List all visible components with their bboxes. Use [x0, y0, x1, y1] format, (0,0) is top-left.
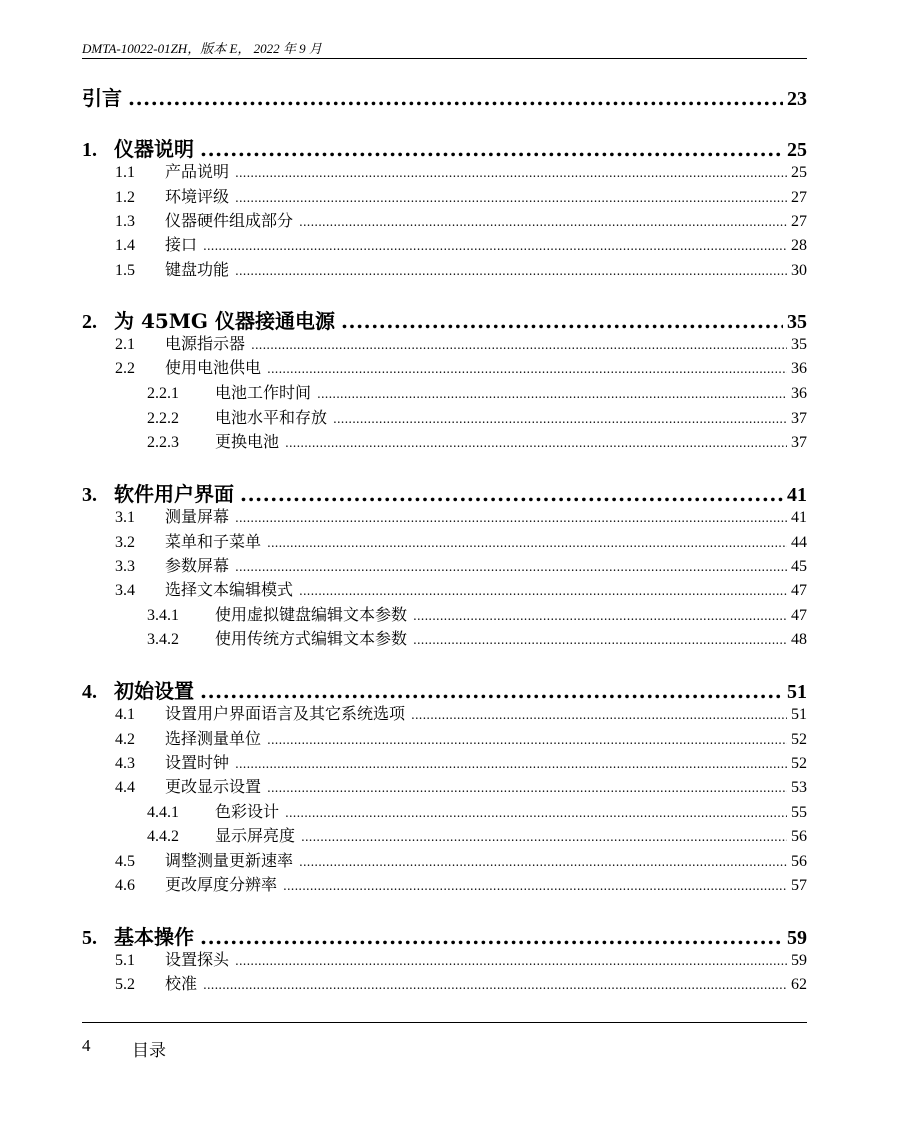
- toc-entry-number: 4.2: [115, 731, 135, 748]
- toc-entry-title: 测量屏幕: [165, 507, 230, 526]
- dot-leader: [413, 605, 787, 624]
- dot-leader: [203, 235, 787, 254]
- toc-entry[interactable]: [82, 184, 807, 207]
- toc-entry-page: 25: [787, 139, 807, 161]
- toc-entry-title: 调整测量更新速率: [165, 851, 294, 870]
- dot-leader: [285, 802, 787, 821]
- toc-entry-page: 52: [791, 755, 807, 772]
- toc-entry[interactable]: [82, 257, 807, 280]
- toc-entry[interactable]: [82, 504, 807, 527]
- toc-entry-title: 引言: [82, 86, 122, 110]
- toc-entry[interactable]: [82, 380, 807, 403]
- toc-entry-title: 为 45MG 仪器接通电源: [114, 309, 335, 333]
- toc-entry-number: 1.: [82, 139, 97, 161]
- toc-entry-number: 4.3: [115, 755, 135, 772]
- toc-entry-title: 更改显示设置: [165, 777, 262, 796]
- dot-leader: [411, 704, 787, 723]
- toc-entry-page: 48: [791, 631, 807, 648]
- toc-entry-number: 5.2: [115, 976, 135, 993]
- toc-entry-page: 41: [787, 484, 807, 506]
- toc-entry-number: 3.: [82, 484, 97, 506]
- toc-entry-number: 4.4: [115, 779, 135, 796]
- toc-entry-title: 更改厚度分辨率: [165, 875, 278, 894]
- dot-leader: [235, 187, 787, 206]
- toc-entry[interactable]: [82, 675, 807, 704]
- toc-entry[interactable]: [82, 823, 807, 846]
- toc-entry-title: 选择文本编辑模式: [165, 580, 294, 599]
- toc-entry[interactable]: [82, 848, 807, 871]
- toc-entry[interactable]: [82, 232, 807, 255]
- toc-entry-title: 键盘功能: [165, 260, 230, 279]
- toc-entry-page: 53: [791, 779, 807, 796]
- dot-leader: [251, 334, 787, 353]
- toc-entry-title: 基本操作: [114, 925, 194, 949]
- toc-entry-page: 56: [791, 828, 807, 845]
- dot-leader: [235, 162, 787, 181]
- toc-entry-title: 设置探头: [165, 950, 230, 969]
- toc-entry-page: 59: [787, 927, 807, 949]
- toc-entry[interactable]: [82, 478, 807, 507]
- toc-entry[interactable]: [82, 799, 807, 822]
- toc-entry-number: 1.3: [115, 213, 135, 230]
- toc-entry[interactable]: [82, 726, 807, 749]
- toc-entry-title: 显示屏亮度: [215, 826, 296, 845]
- toc-entry-number: 3.1: [115, 509, 135, 526]
- toc-entry-number: 1.2: [115, 189, 135, 206]
- toc-entry-title: 使用虚拟键盘编辑文本参数: [215, 605, 408, 624]
- toc-entry-number: 2.2: [115, 360, 135, 377]
- toc-entry-number: 3.4: [115, 582, 135, 599]
- toc-entry-number: 4.4.2: [147, 828, 179, 845]
- dot-leader: [317, 383, 787, 402]
- toc-entry-number: 5.1: [115, 952, 135, 969]
- toc-entry[interactable]: [82, 305, 807, 334]
- toc-entry-number: 2.2.1: [147, 385, 179, 402]
- toc-entry-title: 电池水平和存放: [215, 408, 328, 427]
- toc-entry-page: 27: [791, 189, 807, 206]
- toc-entry-title: 使用电池供电: [165, 358, 262, 377]
- toc-entry-title: 仪器硬件组成部分: [165, 211, 294, 230]
- dot-leader: [301, 826, 787, 845]
- dot-leader: [267, 532, 787, 551]
- footer-page-number: 4: [82, 1036, 91, 1055]
- toc-entry-page: 27: [791, 213, 807, 230]
- toc-entry-title: 电源指示器: [165, 334, 246, 353]
- toc-entry[interactable]: [82, 971, 807, 994]
- toc-entry-number: 4.4.1: [147, 804, 179, 821]
- toc-entry[interactable]: [82, 774, 807, 797]
- toc-entry[interactable]: [82, 553, 807, 576]
- dot-leader: [235, 950, 787, 969]
- toc-entry-page: 51: [791, 706, 807, 723]
- toc-entry-page: 37: [791, 410, 807, 427]
- toc-entry-number: 4.: [82, 681, 97, 703]
- toc-entry-page: 47: [791, 582, 807, 599]
- dot-leader: [283, 875, 787, 894]
- toc-entry-title: 菜单和子菜单: [165, 532, 262, 551]
- footer-section-title: 目录: [132, 1041, 166, 1061]
- toc-entry-page: 47: [791, 607, 807, 624]
- toc-entry-page: 23: [787, 88, 807, 110]
- toc-entry[interactable]: [82, 947, 807, 970]
- toc-entry[interactable]: [82, 133, 807, 162]
- toc-entry-number: 2.2.3: [147, 434, 179, 451]
- dot-leader: [285, 432, 787, 451]
- toc-entry[interactable]: [82, 577, 807, 600]
- dot-leader: [341, 309, 783, 333]
- toc-entry-number: 3.4.1: [147, 607, 179, 624]
- toc-entry-title: 产品说明: [165, 162, 230, 181]
- dot-leader: [240, 482, 783, 506]
- toc-entry[interactable]: [82, 626, 807, 649]
- toc-entry-page: 56: [791, 853, 807, 870]
- dot-leader: [267, 729, 787, 748]
- dot-leader: [200, 137, 783, 161]
- toc-entry-page: 57: [791, 877, 807, 894]
- toc-entry-number: 1.5: [115, 262, 135, 279]
- toc-entry-title: 使用传统方式编辑文本参数: [215, 629, 408, 648]
- toc-entry-page: 25: [791, 164, 807, 181]
- toc-entry-number: 3.2: [115, 534, 135, 551]
- dot-leader: [235, 260, 787, 279]
- dot-leader: [128, 86, 783, 110]
- toc-entry[interactable]: [82, 602, 807, 625]
- dot-leader: [299, 580, 787, 599]
- toc-entry-page: 52: [791, 731, 807, 748]
- dot-leader: [299, 851, 787, 870]
- toc-entry-number: 3.4.2: [147, 631, 179, 648]
- dot-leader: [267, 358, 787, 377]
- toc-entry-number: 2.: [82, 311, 97, 333]
- toc-entry[interactable]: [82, 750, 807, 773]
- toc-entry-number: 2.1: [115, 336, 135, 353]
- toc-entry-page: 59: [791, 952, 807, 969]
- toc-entry[interactable]: [82, 921, 807, 950]
- toc-entry[interactable]: [82, 159, 807, 182]
- toc-entry-number: 4.1: [115, 706, 135, 723]
- toc-entry-page: 44: [791, 534, 807, 551]
- toc-entry[interactable]: [82, 331, 807, 354]
- running-header: DMTA-10022-01ZH，版本 E， 2022 年 9 月: [82, 41, 322, 56]
- dot-leader: [413, 629, 787, 648]
- toc-entry-page: 41: [791, 509, 807, 526]
- toc-entry[interactable]: [82, 701, 807, 724]
- dot-leader: [333, 408, 787, 427]
- toc-entry-title: 色彩设计: [215, 802, 280, 821]
- toc-entry-number: 1.1: [115, 164, 135, 181]
- toc-entry-title: 环境评级: [165, 187, 230, 206]
- toc-entry-page: 36: [791, 385, 807, 402]
- toc-entry-page: 35: [787, 311, 807, 333]
- toc-entry[interactable]: [82, 872, 807, 895]
- toc-entry-number: 4.5: [115, 853, 135, 870]
- toc-entry[interactable]: [82, 208, 807, 231]
- toc-entry-title: 选择测量单位: [165, 729, 262, 748]
- toc-entry-number: 1.4: [115, 237, 135, 254]
- toc-entry[interactable]: [82, 429, 807, 452]
- dot-leader: [235, 507, 787, 526]
- dot-leader: [299, 211, 787, 230]
- toc-entry[interactable]: [82, 529, 807, 552]
- table-of-contents: [82, 0, 807, 1122]
- dot-leader: [203, 974, 787, 993]
- toc-entry[interactable]: [82, 405, 807, 428]
- toc-entry[interactable]: [82, 355, 807, 378]
- dot-leader: [200, 679, 783, 703]
- toc-entry-title: 更换电池: [215, 432, 280, 451]
- toc-entry-title: 设置用户界面语言及其它系统选项: [165, 704, 406, 723]
- toc-entry-page: 51: [787, 681, 807, 703]
- toc-entry-number: 4.6: [115, 877, 135, 894]
- toc-entry-page: 55: [791, 804, 807, 821]
- toc-entry-page: 62: [791, 976, 807, 993]
- toc-entry-title: 仪器说明: [114, 137, 194, 161]
- footer-rule: [82, 1022, 807, 1023]
- toc-entry-number: 2.2.2: [147, 410, 179, 427]
- toc-entry-page: 28: [791, 237, 807, 254]
- dot-leader: [200, 925, 783, 949]
- dot-leader: [235, 556, 787, 575]
- toc-entry-title: 软件用户界面: [114, 482, 234, 506]
- toc-entry-title: 接口: [165, 235, 198, 254]
- toc-entry[interactable]: [82, 82, 807, 111]
- toc-entry-title: 设置时钟: [165, 753, 230, 772]
- toc-entry-title: 初始设置: [114, 679, 194, 703]
- toc-entry-page: 35: [791, 336, 807, 353]
- toc-entry-title: 校准: [165, 974, 198, 993]
- toc-entry-title: 参数屏幕: [165, 556, 230, 575]
- toc-entry-page: 37: [791, 434, 807, 451]
- toc-entry-page: 30: [791, 262, 807, 279]
- dot-leader: [267, 777, 787, 796]
- toc-entry-number: 3.3: [115, 558, 135, 575]
- toc-entry-page: 36: [791, 360, 807, 377]
- toc-entry-title: 电池工作时间: [215, 383, 312, 402]
- toc-entry-number: 5.: [82, 927, 97, 949]
- toc-entry-page: 45: [791, 558, 807, 575]
- dot-leader: [235, 753, 787, 772]
